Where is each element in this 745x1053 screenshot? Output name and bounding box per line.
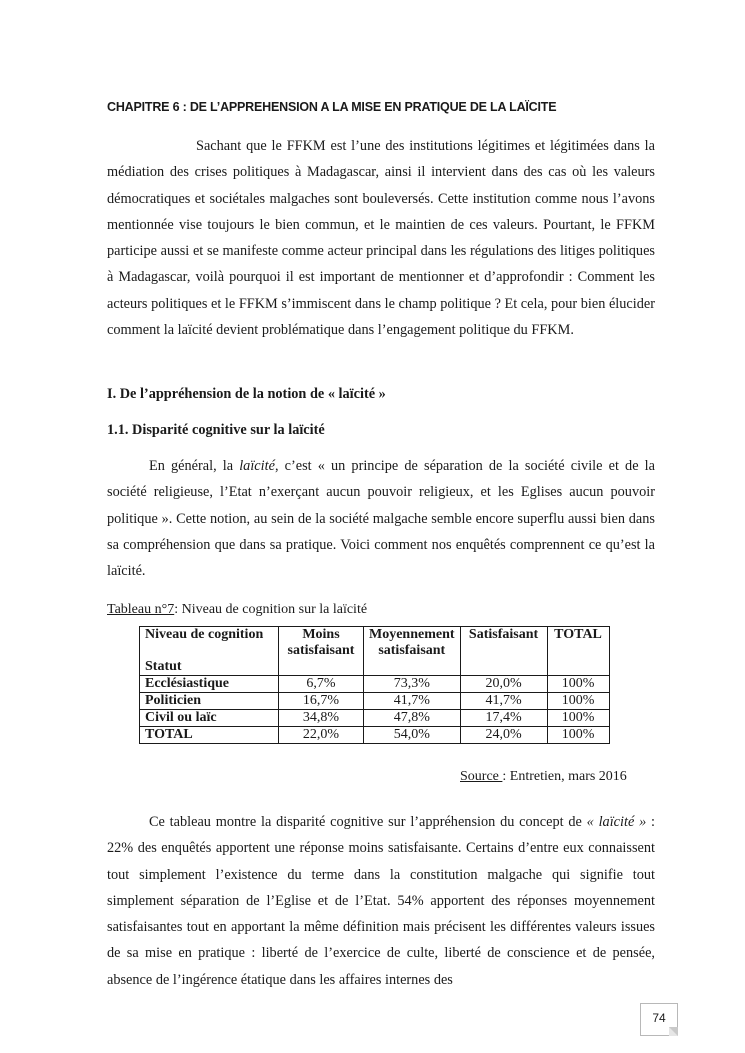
table-caption xyxy=(107,602,367,618)
analysis-term: « laïcité » xyxy=(586,814,647,830)
corner-top-label: Niveau de cognition xyxy=(145,627,264,642)
table-cell: 24,0% xyxy=(460,727,547,744)
definition-text-before: En général, la xyxy=(149,458,240,474)
analysis-paragraph xyxy=(107,809,655,993)
chapter-title: CHAPITRE 6 : DE L’APPREHENSION A LA MISE EN PRATIQUE DE LA LAÏCITE xyxy=(107,100,557,114)
cognition-table xyxy=(139,626,610,744)
section-heading: I. De l’appréhension de la notion de « laïcité » xyxy=(107,386,386,402)
table-cell: 100% xyxy=(547,693,609,710)
row-label: Ecclésiastique xyxy=(140,676,279,693)
table-caption-label: Tableau n°7 xyxy=(107,602,175,617)
corner-bottom-label: Statut xyxy=(145,659,182,674)
table-cell: 17,4% xyxy=(460,710,547,727)
definition-paragraph xyxy=(107,453,655,584)
table-cell: 20,0% xyxy=(460,676,547,693)
page-curl-icon xyxy=(669,1027,678,1036)
table-cell: 73,3% xyxy=(364,676,461,693)
source-label: Source xyxy=(460,769,503,784)
intro-paragraph: Sachant que le FFKM est l’une des institutions légitimes et légitimées dans la médiation des crises politiques à Madagascar, ainsi il intervient dans des cas où les valeurs démocratiques et sociétales malgaches sont bouleversés. Cette institution comme nous l’avons mentionnée vise toujours le bien commun, et le maintien de ces valeurs. Pourtant, le FFKM participe aussi et se manifeste comme acteur principal dans les régulations des litiges politiques à Madagascar, voilà pourquoi il est important de mentionner et d’approfondir : Comment les acteurs politiques et le FFKM s’immiscent dans le champ politique ? Et cela, pour bien élucider comment la laïcité devient problématique dans l’engagement politique du FFKM. xyxy=(107,138,655,339)
table-cell: 100% xyxy=(547,710,609,727)
table-row xyxy=(140,693,610,710)
definition-text-after: , c’est « un principe de séparation de la société civile et de la société religieuse, l’Etat n’exerçant aucun pouvoir religieux, et les Eglises aucun pouvoir politique ». Cette notion, au sein de la société malgache semble encore superflu aussi bien dans sa compréhension que dans sa pratique. Voici comment nos enquêtés comprennent ce qu’est la laïcité. xyxy=(107,458,655,580)
column-header: Satisfaisant xyxy=(460,627,547,676)
column-header: Moyennement satisfaisant xyxy=(364,627,461,676)
row-label: TOTAL xyxy=(140,727,279,744)
subsection-heading: 1.1. Disparité cognitive sur la laïcité xyxy=(107,422,325,438)
table-cell: 22,0% xyxy=(279,727,364,744)
table-caption-text: : Niveau de cognition sur la laïcité xyxy=(174,602,368,617)
table-row xyxy=(140,676,610,693)
source-text: : Entretien, mars 2016 xyxy=(502,769,627,784)
column-header: Moins satisfaisant xyxy=(279,627,364,676)
table-header-row xyxy=(140,627,610,676)
table-row xyxy=(140,710,610,727)
table-corner-cell xyxy=(140,627,279,676)
page-number: 74 xyxy=(652,1011,666,1025)
analysis-text-before: Ce tableau montre la disparité cognitive sur l’appréhension du concept de xyxy=(149,814,587,830)
row-label: Civil ou laïc xyxy=(140,710,279,727)
table-cell: 41,7% xyxy=(460,693,547,710)
table-cell: 16,7% xyxy=(279,693,364,710)
table-cell: 47,8% xyxy=(364,710,461,727)
table-source xyxy=(460,769,627,785)
analysis-text-after: : 22% des enquêtés apportent une réponse moins satisfaisante. Certains d’entre eux connaissent tout simplement l’existence du terme dans la constitution malgache qui signifie tout simplement séparation de l’Eglise et de l’Etat. 54% apportent des réponses moyennement satisfaisantes tout en apportant la même définition mais précisent les différentes valeurs issues de sa mise en pratique : liberté de l’exercice de culte, liberté de conscience et de pensée, absence de l’ingérence étatique dans les affaires internes des xyxy=(107,814,656,988)
table-row xyxy=(140,727,610,744)
table-cell: 41,7% xyxy=(364,693,461,710)
row-label: Politicien xyxy=(140,693,279,710)
table-cell: 54,0% xyxy=(364,727,461,744)
table-cell: 34,8% xyxy=(279,710,364,727)
table-cell: 100% xyxy=(547,676,609,693)
table-cell: 100% xyxy=(547,727,609,744)
column-header: TOTAL xyxy=(547,627,609,676)
table-cell: 6,7% xyxy=(279,676,364,693)
definition-term: laïcité xyxy=(239,458,275,474)
page-number-box xyxy=(640,1003,678,1036)
